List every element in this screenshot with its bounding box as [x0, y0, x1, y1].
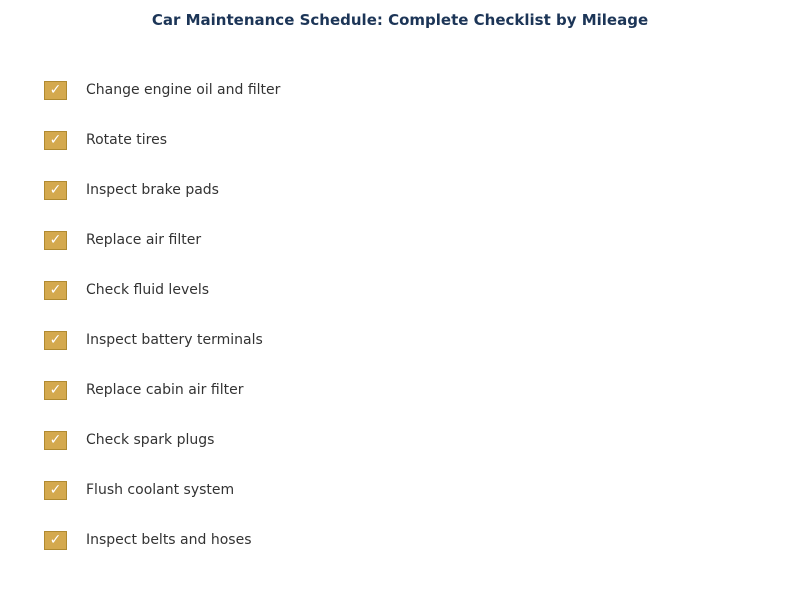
checklist-item[interactable] [44, 229, 201, 251]
checkbox[interactable] [44, 381, 67, 400]
checkmark-icon: ✓ [49, 482, 62, 498]
checkbox[interactable] [44, 231, 67, 250]
checklist-item[interactable] [44, 379, 243, 401]
checklist-item-label: Inspect battery terminals [86, 332, 263, 348]
checkmark-icon: ✓ [49, 432, 62, 448]
checkbox[interactable] [44, 431, 67, 450]
checkmark-icon: ✓ [49, 132, 62, 148]
checkmark-icon: ✓ [49, 82, 62, 98]
checklist-item[interactable] [44, 279, 209, 301]
checklist-item[interactable] [44, 79, 280, 101]
checklist-item[interactable] [44, 429, 214, 451]
checkbox[interactable] [44, 281, 67, 300]
checklist-item[interactable] [44, 479, 234, 501]
checklist-item[interactable] [44, 179, 219, 201]
checklist-item-label: Change engine oil and filter [86, 82, 281, 98]
checklist-item-label: Flush coolant system [86, 482, 235, 498]
checklist-item[interactable] [44, 129, 167, 151]
checklist-item-label: Check fluid levels [86, 282, 210, 298]
checkmark-icon: ✓ [49, 382, 62, 398]
checklist-item-label: Inspect belts and hoses [86, 532, 252, 548]
checkmark-icon: ✓ [49, 532, 62, 548]
page-title: Car Maintenance Schedule: Complete Checklist by Mileage [151, 11, 649, 29]
checklist-item[interactable] [44, 529, 251, 551]
checkbox[interactable] [44, 331, 67, 350]
checkbox[interactable] [44, 181, 67, 200]
checklist-item-label: Check spark plugs [86, 432, 215, 448]
checkmark-icon: ✓ [49, 332, 62, 348]
checklist-item-label: Replace air filter [86, 232, 202, 248]
checkbox[interactable] [44, 131, 67, 150]
checkbox[interactable] [44, 81, 67, 100]
checklist-item-label: Rotate tires [86, 132, 168, 148]
checklist-item-label: Inspect brake pads [86, 182, 219, 198]
checklist-item-label: Replace cabin air filter [86, 382, 244, 398]
checkbox[interactable] [44, 531, 67, 550]
checkbox[interactable] [44, 481, 67, 500]
checklist-item[interactable] [44, 329, 263, 351]
checkmark-icon: ✓ [49, 182, 62, 198]
checkmark-icon: ✓ [49, 232, 62, 248]
checkmark-icon: ✓ [49, 282, 62, 298]
